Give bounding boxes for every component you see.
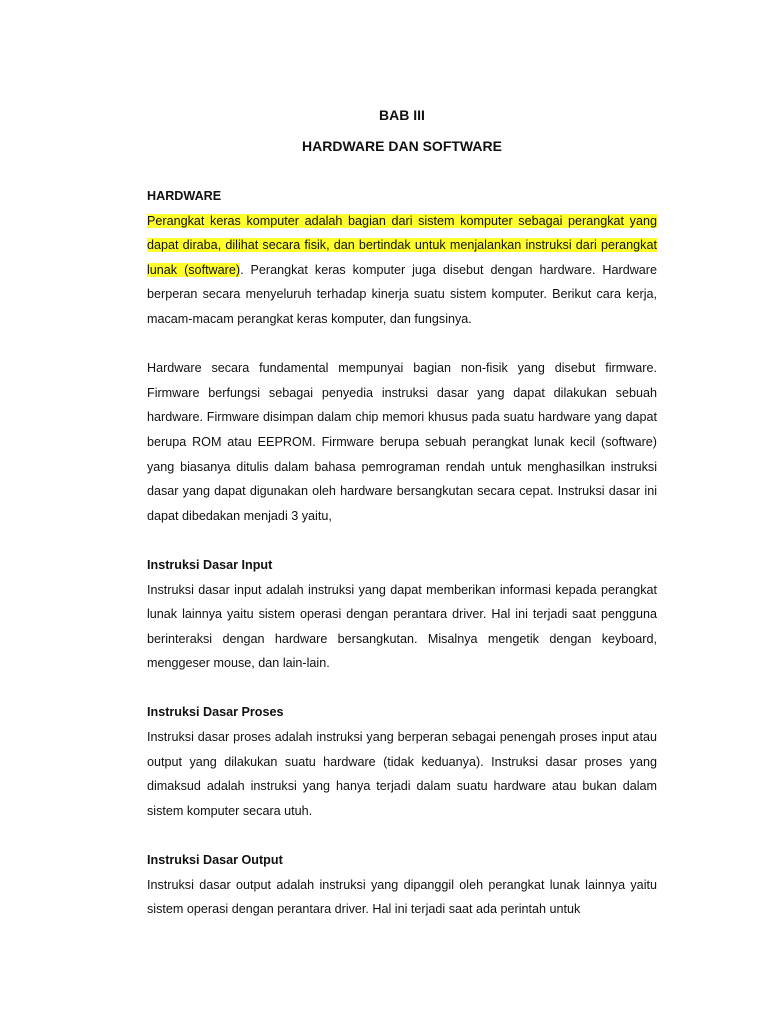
- paragraph-gap: [147, 823, 657, 848]
- section-heading-input: Instruksi Dasar Input: [147, 557, 273, 572]
- firmware-paragraph: Hardware secara fundamental mempunyai bagian non-fisik yang disebut firmware. Firmware berfungsi sebagai penyedia instruksi dasar yang dapat dilakukan sebuah hardware. Firmware disimpan dalam chip memori khusus pada suatu hardware yang dapat berupa ROM atau EEPROM. Firmware berupa sebuah perangkat lunak kecil (software) yang biasanya ditulis dalam bahasa pemrograman rendah untuk menghasilkan instruksi dasar yang dapat digunakan oleh hardware bersangkutan secara cepat. Instruksi dasar ini dapat dibedakan menjadi 3 yaitu,: [147, 361, 657, 523]
- paragraph-gap: [147, 332, 657, 357]
- section-heading-proses: Instruksi Dasar Proses: [147, 705, 284, 720]
- section-body-output: Instruksi dasar output adalah instruksi yang dipanggil oleh perangkat lunak lainnya yaitu sistem operasi dengan perantara driver. Hal ini terjadi saat ada perintah untuk: [147, 877, 657, 917]
- section-heading-output: Instruksi Dasar Output: [147, 853, 283, 868]
- section-body-input: Instruksi dasar input adalah instruksi yang dapat memberikan informasi kepada perangkat lunak lainnya yaitu sistem operasi dengan perantara driver. Hal ini terjadi saat pengguna berinteraksi dengan hardware bersangkutan. Misalnya mengetik dengan keyboard, menggeser mouse, dan lain-lain.: [147, 582, 657, 671]
- paragraph-gap: [147, 676, 657, 701]
- document-body: [147, 104, 657, 922]
- intro-text: . Perangkat keras komputer juga disebut dengan hardware. Hardware berperan secara menyeluruh terhadap kinerja suatu sistem komputer. Berikut cara kerja, macam-macam perangkat keras komputer, dan fungsinya.: [147, 262, 658, 326]
- intro-paragraph: [147, 209, 657, 332]
- section-body-proses: Instruksi dasar proses adalah instruksi yang berperan sebagai penengah proses input atau output yang dilakukan suatu hardware (tidak keduanya). Instruksi dasar proses yang dimaksud adalah instruksi yang hanya terjadi dalam suatu hardware atau bukan dalam sistem komputer secara utuh.: [147, 730, 657, 818]
- chapter-number: BAB III: [379, 107, 425, 123]
- paragraph-gap: [147, 528, 657, 553]
- hardware-heading: HARDWARE: [147, 189, 222, 203]
- highlighted-text: Perangkat keras komputer adalah bagian dari sistem komputer sebagai perangkat yang dapat diraba, dilihat secara fisik, dan bertindak untuk menjalankan instruksi dari perangkat lunak (software): [147, 213, 657, 277]
- chapter-title: HARDWARE DAN SOFTWARE: [302, 138, 502, 154]
